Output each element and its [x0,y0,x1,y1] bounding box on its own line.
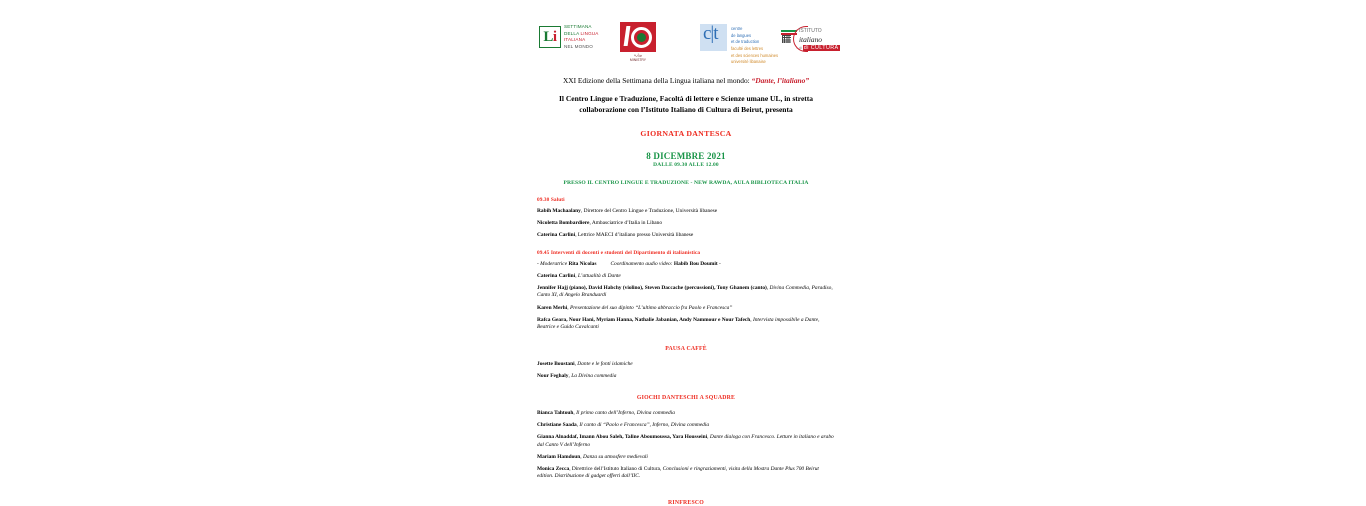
section-interventi [537,250,835,331]
li-monogram: Li [543,28,557,45]
list-item [537,220,835,227]
ministry-logo [620,22,656,63]
settimana-lingua-italiana-logo [539,24,599,50]
participant-detail: , Direttrice dell’Istituto Italiano di Cultura, [569,465,663,472]
participant-name: Rafca Geara, Nour Hani, Myriam Hanna, Nathalie Jabanian, Andy Nammour e Nour Tafech [537,316,751,323]
participant-name: Caterina Carlini [537,231,576,238]
participant-name: Jennifer Hajj (piano), David Habchy (violino), Steven Daccache (percussioni), Tony Ghanem (canto) [537,285,767,292]
participant-detail: , L’attualità di Dante [575,273,621,280]
participant-name: Rabih Machaalany [537,207,581,214]
clt-logo-line-5: université libanaise [731,59,766,65]
coordination-suffix: - [717,261,721,268]
logo-band [537,0,839,65]
participant-name: Karen Merhi [537,304,568,311]
section-giochi-heading: GIOCHI DANTESCHI A SQUADRE [636,395,736,402]
participant-detail: , Intervista impossibile a Dante, Beatrice e Guido Cavalcanti [537,316,820,330]
ministry-emblem-icon [620,22,656,52]
centre-langues-traduction-logo [700,24,778,66]
list-item [537,232,835,239]
settimana-logo-line-0: SETTIMANA [564,24,592,29]
section-giochi [537,410,835,480]
clt-logo-line-0: centre [731,26,743,31]
settimana-logo-line-3: NEL MONDO [564,43,593,49]
coordination-name: Habib Bou Doumit [673,261,718,268]
clt-logo-text [731,24,778,66]
list-item [537,361,835,368]
participant-name: Mariam Hamdoun [537,453,581,460]
iic-grid-icon [782,35,791,43]
presenter-line: Il Centro Lingue e Traduzione, Facoltà di lettere e Scienze umane UL, in stretta collaborazione con l’Istituto Italiano di Cultura di Beirut, presenta [558,93,814,114]
edition-line-theme: “Dante, l’italiano” [751,76,810,85]
edition-line [537,76,835,86]
participant-detail: , Presentazione del suo dipinto “L’ultimo abbraccio fra Paolo e Francesca” [567,304,733,311]
participant-detail: , Direttore del Centro Lingue e Traduzione, Università libanese [580,207,718,214]
section-interventi-heading: 09.45 Interventi di docenti e studenti del Dipartimento di italianistica [537,250,701,257]
edition-line-prefix: XXI Edizione della Settimana della Lingua italiana nel mondo: [562,76,752,85]
section-saluti [537,197,835,239]
section-pausa-heading: PAUSA CAFFÈ [665,345,707,352]
list-item [537,410,835,417]
participant-name: Christiane Saada [537,422,577,429]
participant-name: Gianna Alnaddaf, Imann Abou Saleh, Taline Aboumoussa, Yara Housseini [537,434,708,441]
section-pausa [537,361,835,380]
list-item [537,273,835,280]
moderator-prefix: - Moderatrice [537,261,569,268]
moderator-row [537,261,835,268]
document-sheet [537,0,839,506]
list-item [537,434,835,448]
participant-detail: , Dante e le fonti islamiche [574,360,633,367]
settimana-logo-line-2: ITALIANA [564,37,586,43]
section-saluti-heading: 09.30 Saluti [537,196,565,203]
li-monogram-box [539,26,561,48]
coordination-prefix: Coordinamento audio video: [610,261,674,268]
clt-monogram-box [700,24,727,51]
list-item [537,373,835,380]
participant-detail: , Dante dialoga con Francesco. Letture in italiano e arabo dal Canto V dell’Inferno [537,434,834,448]
list-item [537,317,835,331]
participant-detail: , Il primo canto dell’Inferno, Divina commedia [573,410,675,417]
iic-logo-line-0: ISTITUTO [799,28,822,34]
participant-detail: , Divina Commedia, Paradiso, Canto XI, di Angelo Branduardi [537,285,833,299]
clt-logo-line-2: et de traduction [731,39,760,45]
list-item [537,305,835,312]
moderator-name: Rita Nicolas [568,261,597,268]
settimana-logo-line-1: DELLA LINGUA [564,30,599,36]
participant-detail: , Lettrice MAECI d’italiano presso Università libanese [575,231,694,238]
participant-detail-secondary: Conclusioni e ringraziamenti, visita della Mostra Dante Plus 700 Beirut edition. Distribuzione di gadget offerti dall’IIC. [537,465,819,479]
clt-logo-line-3: faculté des lettres [731,45,764,51]
participant-detail: , La Divina commedia [568,373,617,380]
istituto-italiano-cultura-logo [781,26,839,51]
list-item [537,422,835,429]
list-item [537,285,835,299]
iic-logo-line-1: italiano [799,34,822,44]
ministry-logo-caption: وزارة MINISTRY [629,53,647,62]
clt-logo-line-4: et des sciences humaines [731,52,779,58]
participant-name: Caterina Carlini [537,273,576,280]
event-hours: DALLE 09.30 ALLE 12.00 [653,161,719,168]
clt-logo-line-1: de langues [731,32,752,38]
list-item [537,208,835,215]
clt-monogram: c|t [703,23,718,44]
participant-name: Monica Zecca [537,465,570,472]
participant-name: Nicoletta Bombardiere [537,219,590,226]
settimana-logo-text [564,24,599,50]
participant-name: Nour Feghaly [537,373,569,380]
participant-detail: , Ambasciatrice d’Italia in Libano [589,219,663,226]
closing-note: RINFRESCO [668,500,704,506]
iic-logo-line-2: di CULTURA [803,44,839,51]
event-date: 8 DICEMBRE 2021 [646,150,726,161]
participant-detail: , Danza su atmosfere medievali [580,453,648,460]
event-title: GIORNATA DANTESCA [640,128,732,138]
event-venue: PRESSO IL CENTRO LINGUE E TRADUZIONE - NEW RAWDA, AULA BIBLIOTECA ITALIA [563,179,809,186]
participant-detail: , Il canto di “Paolo e Francesca”, Inferno, Divina commedia [576,422,710,429]
participant-name: Bianca Tahtouh [537,410,574,417]
participant-name: Josette Boustani [537,360,575,367]
iic-logo-text: ISTITUTO italiano di di CULTURA [799,28,839,51]
list-item [537,454,835,461]
list-item [537,466,835,480]
